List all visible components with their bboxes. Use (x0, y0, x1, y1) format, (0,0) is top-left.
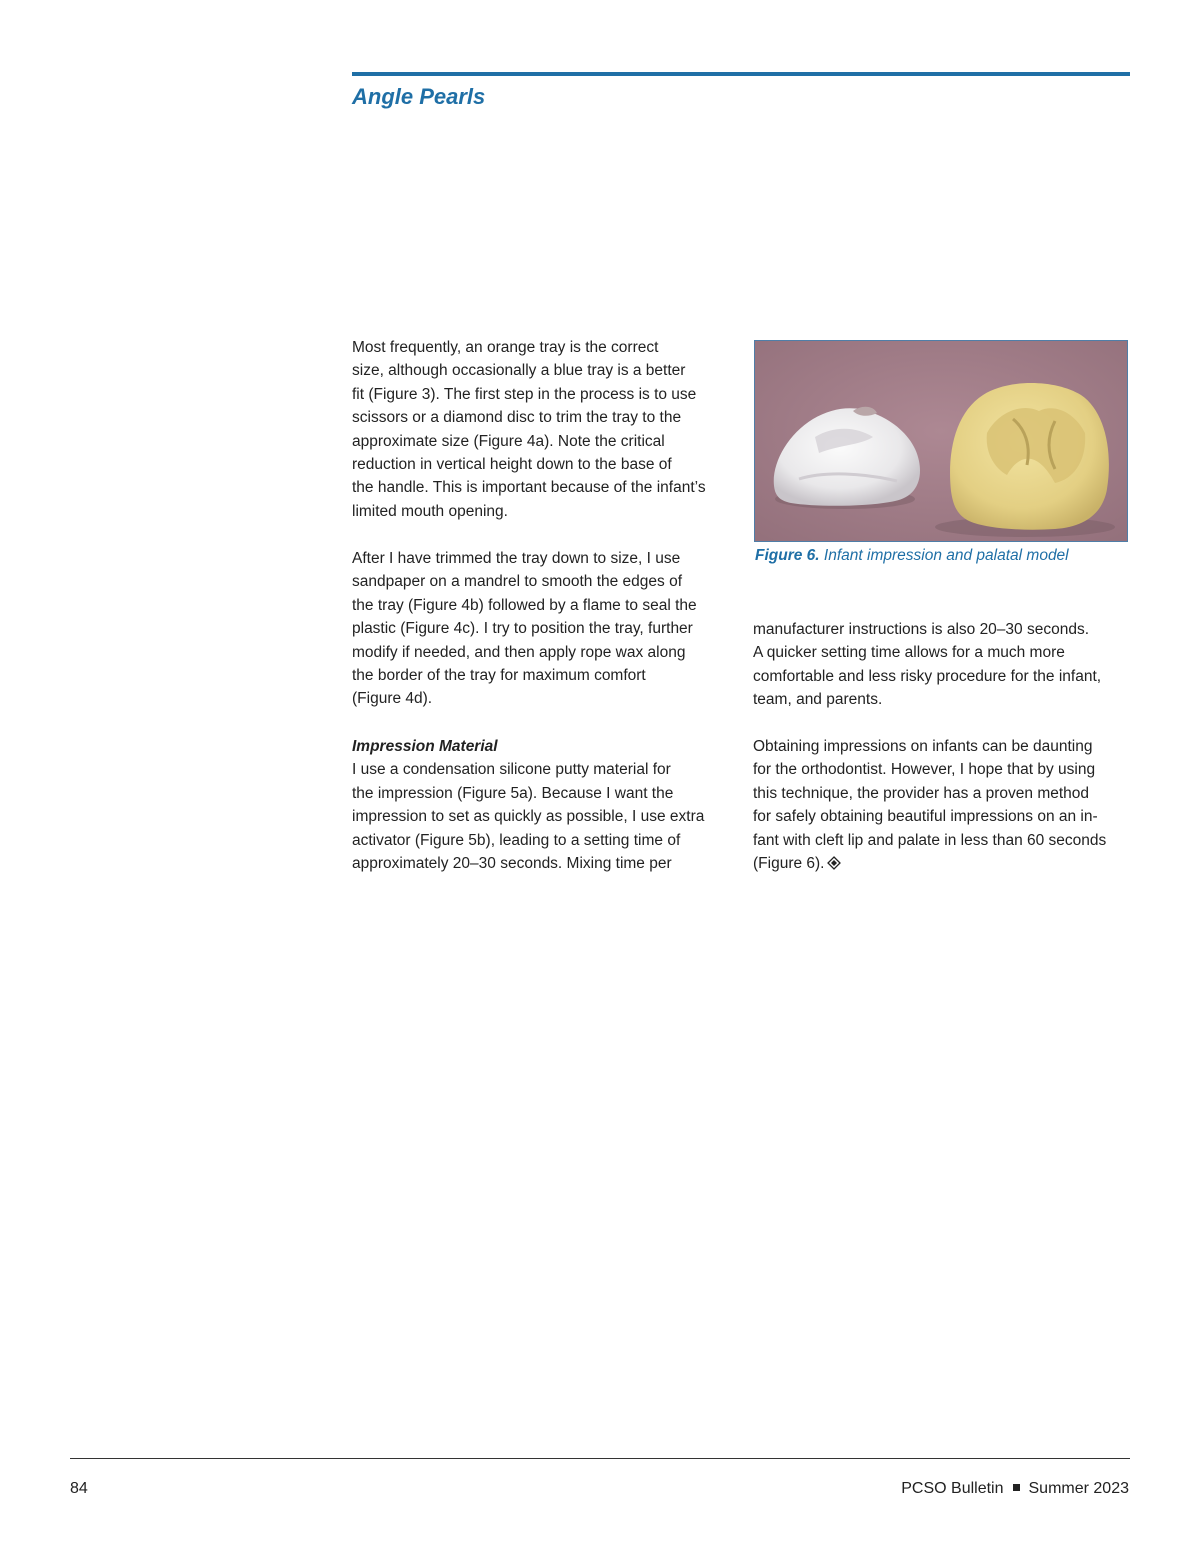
text-line: manufacturer instructions is also 20–30 seconds. (753, 621, 1090, 638)
text-line: scissors or a diamond disc to trim the tray to the (352, 409, 682, 427)
text-line: Most frequently, an orange tray is the correct (352, 339, 659, 356)
right-paragraph-1 (753, 618, 1128, 712)
text-line-end: (Figure 6). (753, 855, 825, 873)
text-line: this technique, the provider has a proven method (753, 784, 1090, 802)
issue-date: Summer 2023 (1028, 1480, 1129, 1497)
text-line: After I have trimmed the tray down to size, I use (352, 550, 681, 567)
publication-name: PCSO Bulletin (901, 1480, 1004, 1497)
text-line: (Figure 4d). (352, 690, 433, 708)
subheading-impression-material: Impression Material (352, 738, 498, 755)
text-line: sandpaper on a mandrel to smooth the edges of (352, 573, 683, 591)
text-line: the handle. This is important because of the infant’s (352, 479, 706, 497)
footer-rule (70, 1458, 1130, 1459)
text-line: for safely obtaining beautiful impressions on an in- (753, 808, 1098, 826)
footer-publication (901, 1480, 1129, 1498)
text-line: for the orthodontist. However, I hope that by using (753, 761, 1096, 779)
text-line: the impression (Figure 5a). Because I want the (352, 784, 674, 802)
text-line: approximate size (Figure 4a). Note the critical (352, 432, 665, 450)
text-line: I use a condensation silicone putty material for (352, 761, 671, 779)
text-line: limited mouth opening. (352, 502, 508, 520)
text-line: A quicker setting time allows for a much more (753, 644, 1065, 662)
figure-label: Figure 6. (755, 547, 820, 564)
text-line: size, although occasionally a blue tray is a better (352, 362, 686, 380)
left-paragraph-3 (352, 735, 727, 875)
figure-caption-text: Infant impression and palatal model (823, 547, 1069, 564)
diamond-end-mark-icon (827, 854, 841, 877)
left-paragraph-2 (352, 547, 727, 711)
text-line: Obtaining impressions on infants can be daunting (753, 738, 1093, 755)
text-line: fant with cleft lip and palate in less than 60 seconds (753, 831, 1107, 849)
text-line: fit (Figure 3). The first step in the process is to use (352, 385, 697, 403)
text-line: approximately 20–30 seconds. Mixing time per (352, 855, 672, 873)
text-line: impression to set as quickly as possible, I use extra (352, 808, 705, 826)
text-line: reduction in vertical height down to the base of (352, 456, 672, 474)
text-line: comfortable and less risky procedure for the infant, (753, 667, 1102, 685)
text-line: modify if needed, and then apply rope wax along (352, 643, 686, 661)
text-line: the tray (Figure 4b) followed by a flame to seal the (352, 596, 697, 614)
text-line: plastic (Figure 4c). I try to position the tray, further (352, 620, 693, 638)
text-line (753, 852, 1128, 877)
right-paragraph-2 (753, 735, 1128, 877)
separator-square-icon (1013, 1484, 1020, 1491)
text-line: activator (Figure 5b), leading to a setting time of (352, 831, 681, 849)
text-line: the border of the tray for maximum comfort (352, 667, 646, 685)
section-title: Angle Pearls (352, 84, 486, 109)
figure-6-photo (754, 340, 1128, 542)
header-rule (352, 72, 1130, 76)
impression-and-model-illustration (755, 341, 1127, 541)
text-line: team, and parents. (753, 691, 883, 709)
left-paragraph-1 (352, 336, 727, 523)
figure-6-caption (755, 547, 1069, 565)
page-number: 84 (70, 1480, 88, 1497)
